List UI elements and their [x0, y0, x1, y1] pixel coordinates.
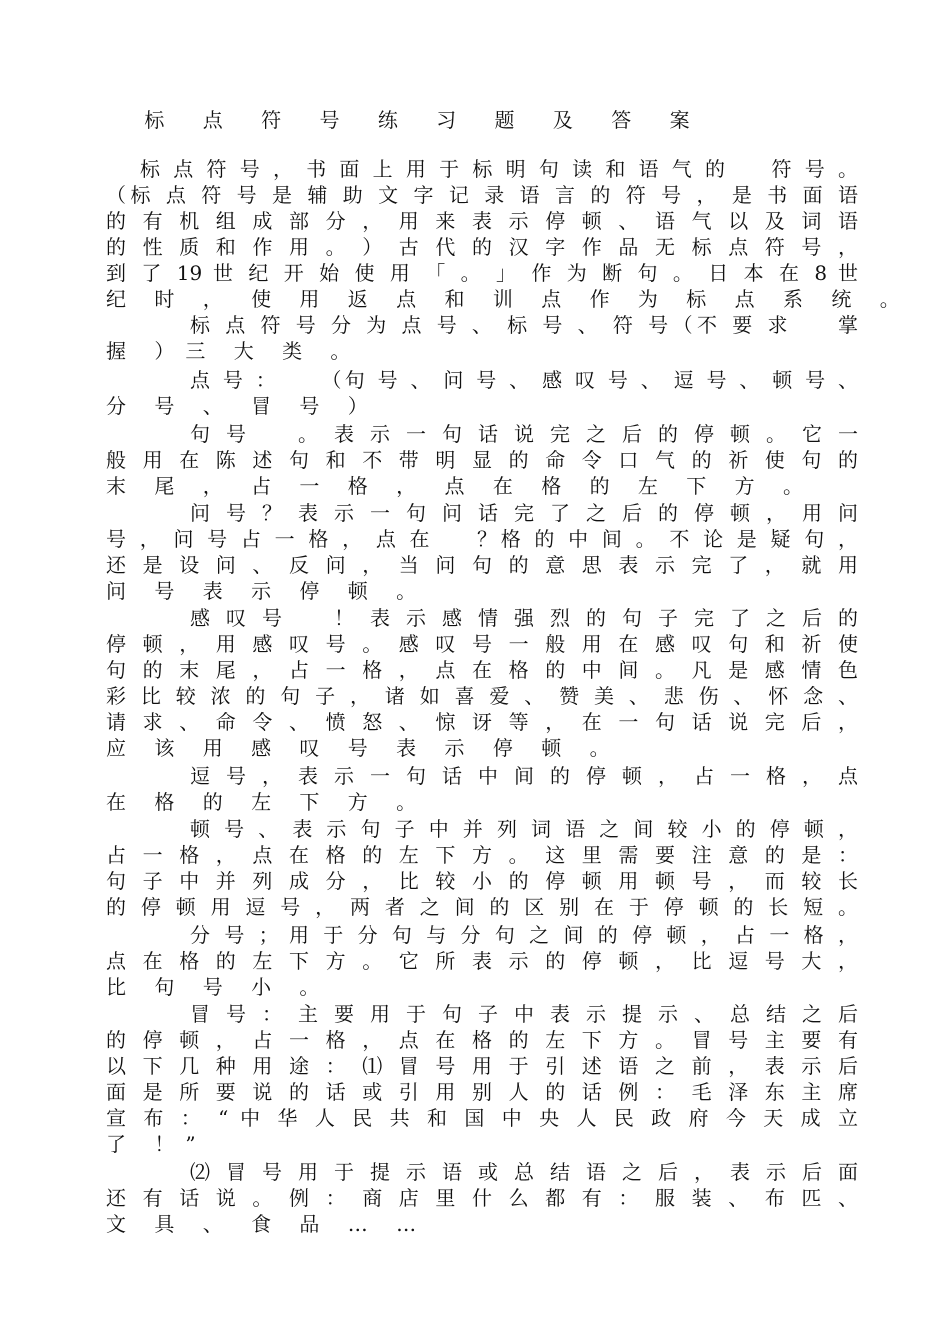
body-line: 问 号 表 示 停 顿 。	[106, 579, 428, 603]
body-line: 的 停 顿 ， 占 一 格 ， 点 在 格 的 左 下 方 。 冒 号 主 要 有	[106, 1028, 858, 1052]
body-line: （标 点 符 号 是 辅 助 文 字 记 录 语 言 的 符 号 ， 是 书 面 语	[106, 183, 858, 207]
body-line: 冒 号 ： 主 要 用 于 句 子 中 表 示 提 示 、 总 结 之 后	[190, 1002, 858, 1026]
body-line: 号 ， 问 号 占 一 格 ， 点 在 ？格 的 中 间 。 不 论 是 疑 句 ，	[106, 527, 858, 551]
body-line: 比 句 号 小 。	[106, 975, 331, 999]
body-line: 句 子 中 并 列 成 分 ， 比 较 小 的 停 顿 用 顿 号 ， 而 较 长	[106, 869, 858, 893]
body-line: 请 求 、 命 令 、 愤 怒 、 惊 讶 等 ， 在 一 句 话 说 完 后 ，	[106, 710, 858, 734]
body-line: 分 号 ； 用 于 分 句 与 分 句 之 间 的 停 顿 ， 占 一 格 ，	[190, 923, 858, 947]
body-line: 还 是 设 问 、 反 问 ， 当 问 句 的 意 思 表 示 完 了 ， 就 用	[106, 553, 858, 577]
body-line: 分 号 、 冒 号 ）	[106, 394, 379, 418]
body-line: 点 号 ： （句 号 、 问 号 、 感 叹 号 、 逗 号 、 顿 号 、	[190, 368, 858, 392]
body-line: 点 在 格 的 左 下 方 。 它 所 表 示 的 停 顿 ， 比 逗 号 大 ，	[106, 949, 858, 973]
body-line: ⑵ 冒 号 用 于 提 示 语 或 总 结 语 之 后 ， 表 示 后 面	[190, 1160, 858, 1184]
body-line: 以 下 几 种 用 途 ： ⑴ 冒 号 用 于 引 述 语 之 前 ， 表 示 后	[106, 1054, 858, 1078]
body-line: 到 了 19 世 纪 开 始 使 用 「 。 」 作 为 断 句 。 日 本 在 8 世	[106, 261, 858, 285]
body-line: 停 顿 ， 用 感 叹 号 。 感 叹 号 一 般 用 在 感 叹 句 和 祈 使	[106, 632, 858, 656]
body-line: 般 用 在 陈 述 句 和 不 带 明 显 的 命 令 口 气 的 祈 使 句 的	[106, 448, 858, 472]
body-line: 应 该 用 感 叹 号 表 示 停 顿 。	[106, 736, 621, 760]
body-line: 的 性 质 和 作 用 。 ） 古 代 的 汉 字 作 品 无 标 点 符 号 ，	[106, 235, 858, 259]
body-line: 面 是 所 要 说 的 话 或 引 用 别 人 的 话 例 ： 毛 泽 东 主 席	[106, 1080, 858, 1104]
body-line: 句 的 末 尾 ， 占 一 格 ， 点 在 格 的 中 间 。 凡 是 感 情 色	[106, 658, 858, 682]
body-line: 问 号 ？ 表 示 一 句 问 话 完 了 之 后 的 停 顿 ， 用 问	[190, 501, 858, 525]
body-line: 在 格 的 左 下 方 。	[106, 790, 428, 814]
body-line: 顿 号 、 表 示 句 子 中 并 列 词 语 之 间 较 小 的 停 顿 ，	[190, 817, 858, 841]
body-line: 纪 时 ， 使 用 返 点 和 训 点 作 为 标 点 系 统 。	[106, 287, 911, 311]
body-line: 末 尾 ， 占 一 格 ， 点 在 格 的 左 下 方 。	[106, 474, 815, 498]
body-line: 握 ）三 大 类 。	[106, 339, 362, 363]
body-line: 句 号 。 表 示 一 句 话 说 完 之 后 的 停 顿 。 它 一	[190, 422, 858, 446]
body-line: 标 点 符 号 ， 书 面 上 用 于 标 明 句 读 和 语 气 的 符 号 。	[140, 157, 858, 181]
body-line: 文 具 、 食 品 … …	[106, 1212, 428, 1236]
body-line: 感 叹 号 ！ 表 示 感 情 强 烈 的 句 子 完 了 之 后 的	[190, 606, 858, 630]
body-line: 标 点 符 号 分 为 点 号 、 标 号 、 符 号（不 要 求 掌	[190, 313, 858, 337]
body-line: 彩 比 较 浓 的 句 子 ， 诸 如 喜 爱 、 赞 美 、 悲 伤 、 怀 念 、	[106, 684, 858, 708]
document-title: 标 点 符 号 练 习 题 及 答 案	[144, 108, 706, 132]
body-line: 宣 布 ： “ 中 华 人 民 共 和 国 中 央 人 民 政 府 今 天 成 立	[106, 1106, 858, 1130]
body-line: 逗 号 ， 表 示 一 句 话 中 间 的 停 顿 ， 占 一 格 ， 点	[190, 764, 858, 788]
body-line: 占 一 格 ， 点 在 格 的 左 下 方 。 这 里 需 要 注 意 的 是 ：	[106, 843, 858, 867]
body-line: 了 ！”	[106, 1132, 207, 1156]
body-line: 还 有 话 说 。 例 ： 商 店 里 什 么 都 有 ： 服 装 、 布 匹 、	[106, 1186, 858, 1210]
body-line: 的 有 机 组 成 部 分 ， 用 来 表 示 停 顿 、 语 气 以 及 词 语	[106, 209, 858, 233]
body-line: 的 停 顿 用 逗 号 ， 两 者 之 间 的 区 别 在 于 停 顿 的 长 短 。	[106, 895, 858, 919]
